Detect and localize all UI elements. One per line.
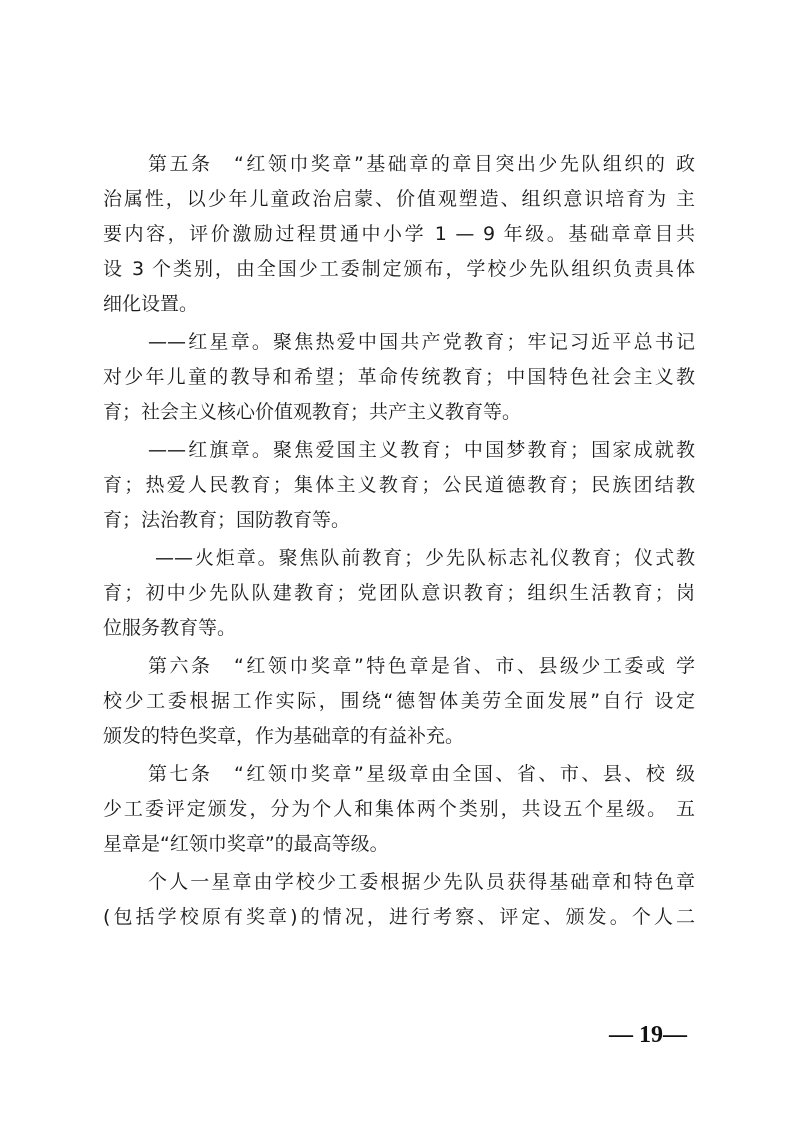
paragraph <box>103 147 695 322</box>
text-line: 要内容，评价激励过程贯通中小学 1 — 9 年级。基础章章目共 <box>103 223 695 245</box>
text-line: 设 3 个类别，由全国少工委制定颁布，学校少先队组织负责具体 <box>103 258 695 280</box>
text-line: 治属性，以少年儿童政治启蒙、价值观塑造、组织意识培育为 主 <box>103 188 695 210</box>
text-line: 星章是“红领巾奖章”的最高等级。 <box>103 833 389 855</box>
text-line: 第六条 “红领巾奖章”特色章是省、市、县级少工委或 学 <box>148 655 695 677</box>
text-line: ——红星章。聚焦热爱中国共产党教育；牢记习近平总书记 <box>148 331 695 353</box>
text-line: ——红旗章。聚焦爱国主义教育；中国梦教育；国家成就教 <box>148 439 695 461</box>
text-line: 育；社会主义核心价值观教育；共产主义教育等。 <box>103 401 522 423</box>
text-line: 细化设置。 <box>103 293 199 315</box>
paragraph <box>103 649 695 754</box>
page-number: — 19— <box>609 1022 687 1048</box>
text-line: 少工委评定颁发，分为个人和集体两个类别，共设五个星级。 五 <box>103 798 695 820</box>
document-body <box>103 147 695 938</box>
text-line: 第七条 “红领巾奖章”星级章由全国、省、市、县、校 级 <box>148 763 695 785</box>
text-line: 对少年儿童的教导和希望；革命传统教育；中国特色社会主义教 <box>103 366 695 388</box>
paragraph <box>103 325 695 430</box>
text-line: 校少工委根据工作实际，围绕“德智体美劳全面发展”自行 设定 <box>103 690 695 712</box>
text-line: 位服务教育等。 <box>103 617 237 639</box>
text-line: 第五条 “红领巾奖章”基础章的章目突出少先队组织的 政 <box>148 153 695 175</box>
paragraph <box>103 541 695 646</box>
text-line: 颁发的特色奖章，作为基础章的有益补充。 <box>103 725 465 747</box>
paragraph <box>103 433 695 538</box>
text-line: 育；法治教育；国防教育等。 <box>103 509 351 531</box>
paragraph <box>103 865 695 935</box>
text-line: 育；初中少先队队建教育；党团队意识教育；组织生活教育；岗 <box>103 582 695 604</box>
text-line: 育；热爱人民教育；集体主义教育；公民道德教育；民族团结教 <box>103 474 695 496</box>
text-line: 个人一星章由学校少工委根据少先队员获得基础章和特色章 <box>148 871 695 893</box>
text-line: (包括学校原有奖章)的情况，进行考察、评定、颁发。个人二 <box>103 906 695 928</box>
text-line: ——火炬章。聚焦队前教育；少先队标志礼仪教育；仪式教 <box>155 547 695 569</box>
paragraph <box>103 757 695 862</box>
